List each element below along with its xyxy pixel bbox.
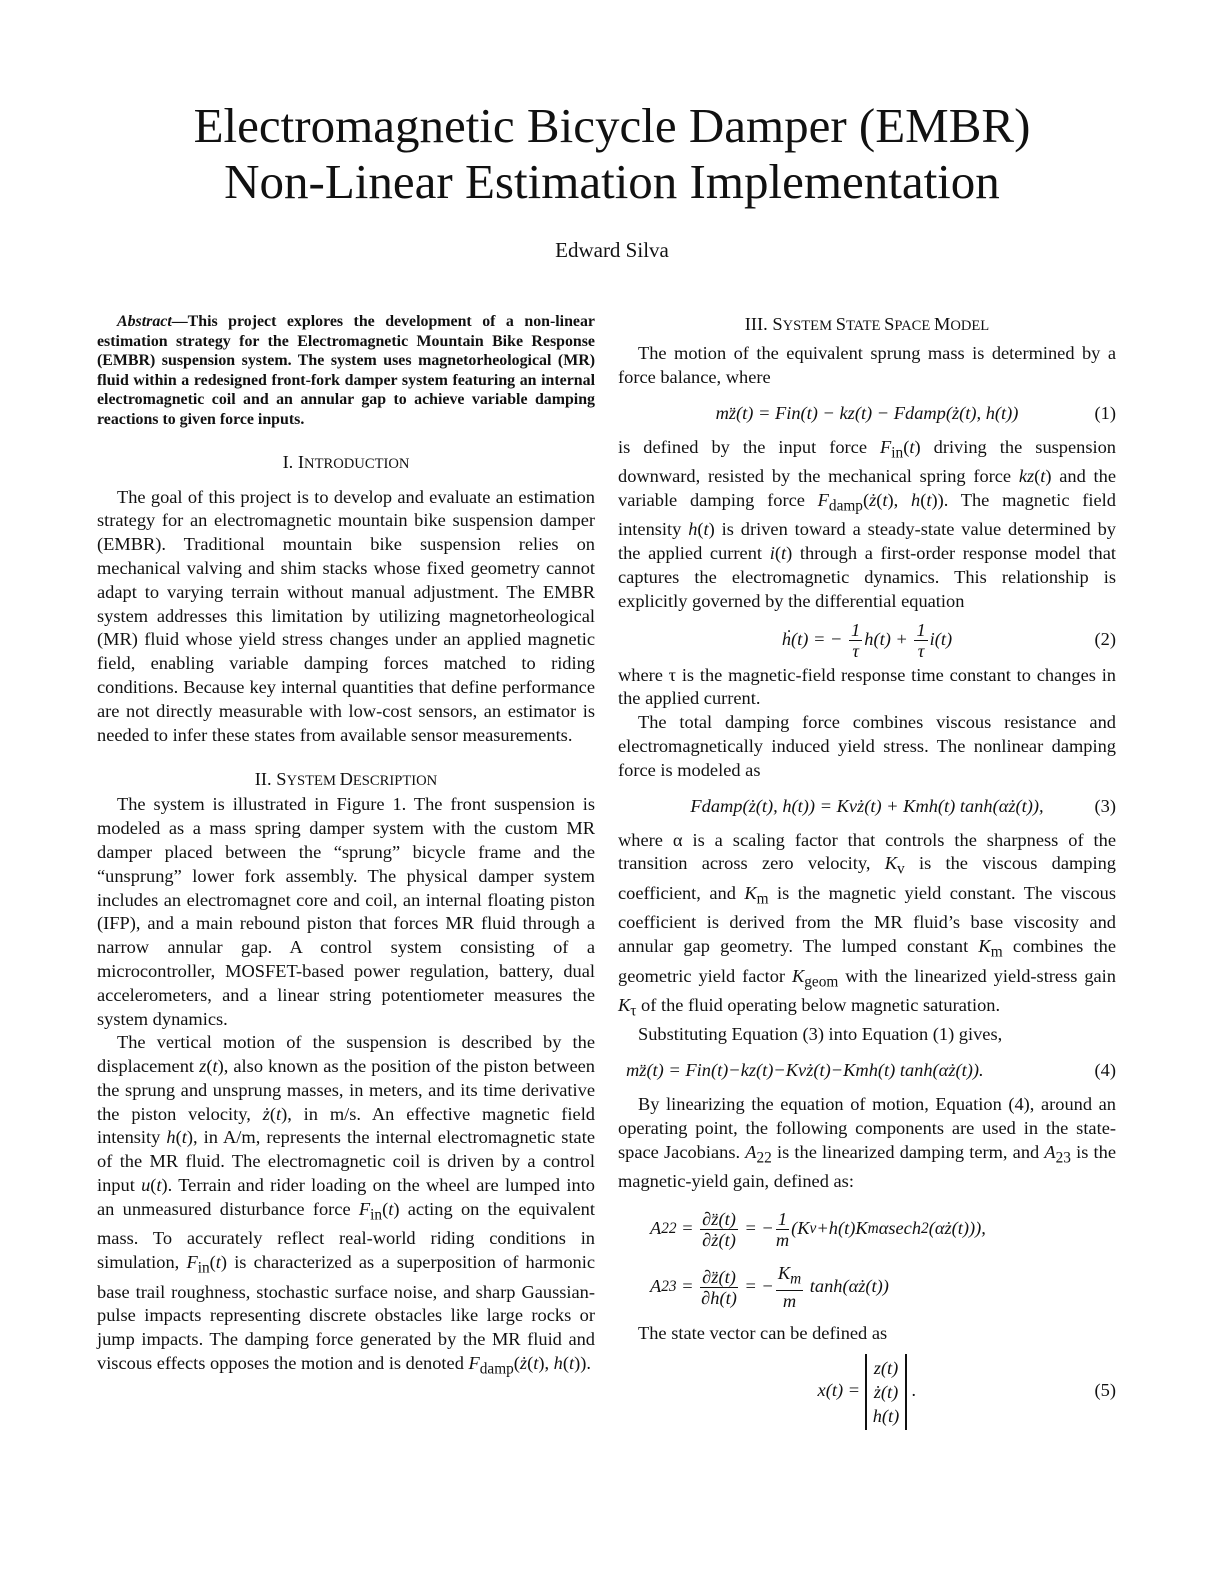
equation-4-number: (4) — [1094, 1060, 1116, 1081]
equation-5: x(t) = z(t) ż(t) h(t) . (5) — [618, 1350, 1116, 1430]
model-paragraph-2: is defined by the input force $F_{in}(t)$ driving the suspension downward, resisted by the mechanical spring force kz(t) and the variable damping force $F_{damp}(ż(t)$, h(t)). The magnetic field intensity h(t) is driven toward a steady-state value determined by the applied current i(t) through a first-order response model that captures the electromagnetic dynamics. This relationship is explicitly governed by the differential equation — [618, 436, 1117, 611]
equation-5-number: (5) — [1094, 1379, 1116, 1400]
equation-2: ḣ(t) = − $\frac{1}{\tau}$ h(t) + $\frac{1}{\tau}$ i(t) (2) — [618, 616, 1116, 662]
description-paragraph-2: The vertical motion of the suspension is described by the displacement z(t), also known as the position of the piston between the sprung and unsprung masses, in meters, and its time derivative the piston velocity, ż(t), in m/s. An effective magnetic field intensity h(t), in A/m, represents the internal electromagnetic state of the MR fluid. The electromagnetic coil is driven by a control input u(t). Terrain and rider loading on the wheel are lumped into an unmeasured disturbance force $F_{in}(t)$ acting on the equivalent mass. To accurately reflect real-world riding conditions in simulation, $F_{in}(t)$ is characterized as a superposition of harmonic base trail roughness, stochastic surface noise, and sharp Gaussian-pulse impacts representing discrete obstacles like large rocks or jump impacts. The damping force generated by the MR fluid and viscous effects opposes the motion and is denoted $F_{damp}(ż(t)$, h(t)). — [97, 1032, 596, 1378]
author-name: Edward Silva — [555, 238, 669, 262]
model-paragraph-7: By linearizing the equation of motion, Equation (4), around an operating point, the following components are used in the state-space Jacobians. $A_{22}$ is the linearized damping term, and $A_{23}$ is the magnetic-yield gain, defined as: — [618, 1094, 1117, 1192]
abstract — [97, 312, 595, 430]
right-column — [618, 312, 1116, 1434]
section-heading-system-description: II. SYSTEM DESCRIPTION — [254, 769, 438, 790]
model-paragraph-1: The motion of the equivalent sprung mass is determined by a force balance, where — [618, 343, 1116, 387]
section-heading-state-space-model: III. SYSTEM STATE SPACE MODEL — [744, 314, 990, 334]
equation-3-number: (3) — [1094, 795, 1116, 816]
equation-1-number: (1) — [1094, 402, 1116, 423]
model-paragraph-4: The total damping force combines viscous resistance and electromagnetically induced yield stress. The nonlinear damping force is modeled as — [618, 712, 1116, 780]
description-paragraph-1: The system is illustrated in Figure 1. The front suspension is modeled as a mass spring damper system with the custom MR damper placed between the “sprung” bicycle frame and the “unsprung” lower fork assembly. The physical damper system includes an electromagnet core and coil, an internal floating piston (IFP), and a main rebound piston that forces MR fluid through a narrow annular gap. A control system consisting of a microcontroller, MOSFET-based power regulation, battery, dual accelerometers, and a linear string potentiometer measures the system dynamics. — [97, 794, 595, 1029]
model-paragraph-8: The state vector can be defined as — [638, 1323, 888, 1344]
left-column — [97, 312, 595, 1381]
intro-paragraph: The goal of this project is to develop and evaluate an estimation strategy for an electromagnetic mountain bike suspension damper (EMBR). Traditional mountain bike suspension relies on mechanical valving and shim stacks whose fixed geometry cannot adapt to varying terrain without manual adjustment. The EMBR system addresses this limitation by utilizing magnetorheological (MR) fluid whose yield stress changes under an applied magnetic field, enabling variable damping forces matched to riding conditions. Because key internal quantities that define performance are not directly measurable with low-cost sensors, an estimator is needed to infer these states from available sensor measurements. — [97, 486, 595, 745]
equation-3: Fdamp(ż(t), h(t)) = Kvż(t) + Kmh(t) tanh(αż(t)), (3) — [618, 791, 1116, 821]
jacobian-a22: A 22 = $\frac{\partial z̈(t)}{\partial ż(t)}$ = − $\frac{1}{m}$ ( K v + h ( t ) K m α sech 2 ( αż ( t ))), — [650, 1208, 986, 1250]
section-heading-introduction: I. INTRODUCTION — [282, 451, 410, 472]
jacobian-equations — [618, 1200, 1116, 1316]
state-vector-matrix: z(t) ż(t) h(t) — [865, 1354, 908, 1430]
equation-4: mz̈(t) = Fin(t)−kz(t)−Kvż(t)−Kmh(t) tanh(αż(t)). (4) — [618, 1055, 1116, 1085]
model-paragraph-3: where τ is the magnetic-field response time constant to changes in the applied current. — [618, 664, 1116, 709]
equation-2-number: (2) — [1094, 628, 1116, 649]
jacobian-a23: A 23 = $\frac{\partial z̈(t)}{\partial h(t)}$ = − $\frac{K_m}{m}$ tanh( αż ( t )) — [650, 1263, 889, 1311]
paper-title — [0, 98, 1224, 210]
abstract-label: Abstract — [117, 313, 172, 330]
abstract-text: —This project explores the development of a non-linear estimation strategy for the Electromagnetic Mountain Bike Response (EMBR) suspension system. The system uses magnetorheological (MR) fluid within a redesigned front-fork damper system featuring an internal electromagnetic coil and an annular gap to achieve variable damping reactions to given force inputs. — [97, 313, 595, 428]
equation-1: mz̈(t) = Fin(t) − kz(t) − Fdamp(ż(t), h(t)) (1) — [618, 398, 1116, 428]
title-line-1: Electromagnetic Bicycle Damper (EMBR) — [193, 98, 1031, 153]
model-paragraph-6: Substituting Equation (3) into Equation (1) gives, — [638, 1024, 1003, 1045]
title-line-2: Non-Linear Estimation Implementation — [224, 154, 1000, 209]
model-paragraph-5: where α is a scaling factor that controls the sharpness of the transition across zero velocity, $K_v$ is the viscous damping coefficient, and $K_m$ is the magnetic yield constant. The viscous coefficient is derived from the MR fluid’s base viscosity and annular gap geometry. The lumped constant $K_m$ combines the geometric yield factor $K_{geom}$ with the linearized yield-stress gain $K_\tau$ of the fluid operating below magnetic saturation. — [618, 829, 1116, 1020]
